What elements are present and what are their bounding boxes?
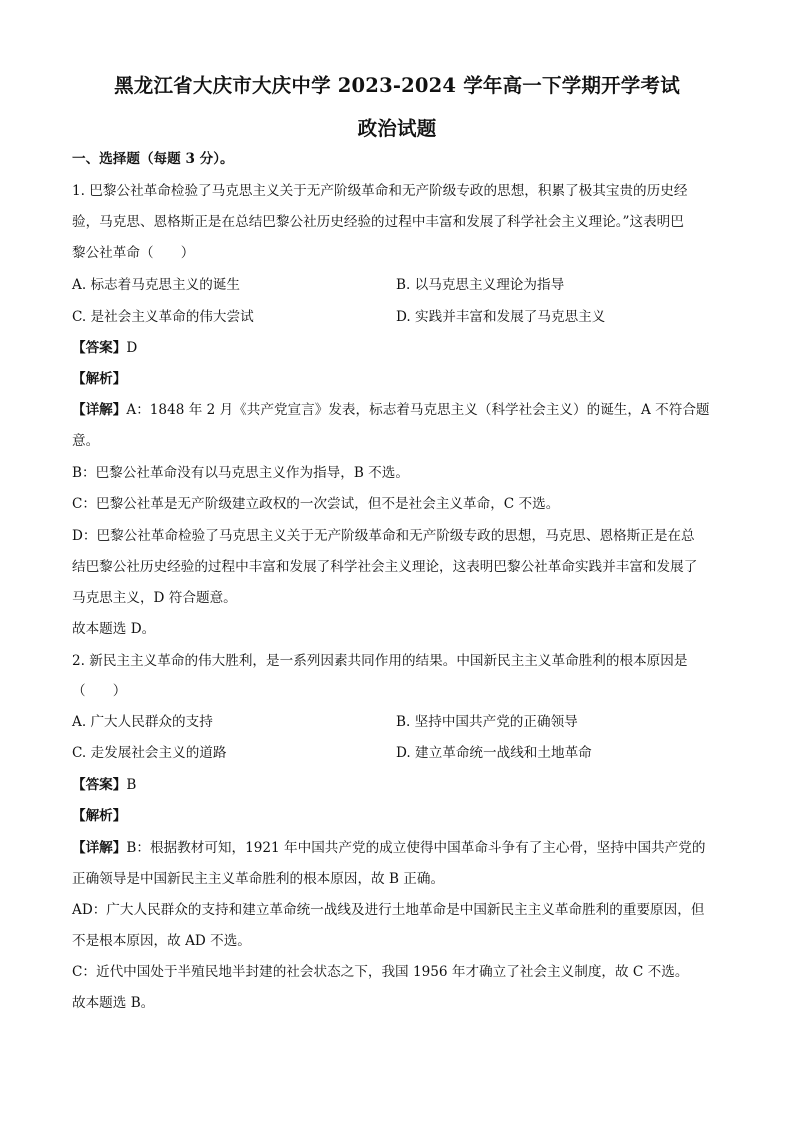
q1-analysis-label: 【解析】 — [72, 371, 127, 387]
q1-option-d: D. 实践并丰富和发展了马克思主义 — [396, 309, 606, 325]
q2-detail-line-3: AD：广大人民群众的支持和建立革命统一战线及进行土地革命是中国新民主主义革命胜利的重要原因，但 — [72, 902, 705, 918]
q2-stem-line-2: （ ） — [72, 683, 127, 699]
q1-detail-line-3: B：巴黎公社革命没有以马克思主义作为指导，B 不选。 — [72, 465, 409, 481]
q1-answer — [72, 338, 722, 358]
q2-detail-label: 【详解】 — [72, 840, 127, 856]
q2-answer — [72, 775, 722, 795]
q1-detail-line-7: 马克思主义，D 符合题意。 — [72, 590, 237, 606]
q1-option-b: B. 以马克思主义理论为指导 — [396, 277, 565, 293]
q1-option-a: A. 标志着马克思主义的诞生 — [72, 277, 240, 293]
q2-answer-value: B — [126, 777, 137, 793]
q2-option-c: C. 走发展社会主义的道路 — [72, 745, 227, 761]
q2-detail-line-1: 【详解】B：根据教材可知，1921 年中国共产党的成立使得中国革命斗争有了主心骨，坚持中国共产党的 — [72, 840, 706, 856]
q1-stem-line-1: 1. 巴黎公社革命检验了马克思主义关于无产阶级革命和无产阶级专政的思想，积累了极其宝贵的历史经 — [72, 183, 688, 199]
q2-detail-line-2: 正确领导是中国新民主主义革命胜利的根本原因，故 B 正确。 — [72, 871, 445, 887]
q1-detail-label: 【详解】 — [72, 402, 127, 418]
q2-analysis-label: 【解析】 — [72, 808, 127, 824]
section-heading: 一、选择题（每题 3 分）。 — [72, 151, 234, 167]
q1-answer-value: D — [126, 340, 138, 356]
q1-option-c: C. 是社会主义革命的伟大尝试 — [72, 309, 254, 325]
q2-option-d: D. 建立革命统一战线和土地革命 — [396, 745, 592, 761]
q2-option-b: B. 坚持中国共产党的正确领导 — [396, 714, 578, 730]
q2-stem-line-1: 2. 新民主主义革命的伟大胜利，是一系列因素共同作用的结果。中国新民主主义革命胜利的根本原因是 — [72, 653, 688, 669]
q2-answer-label: 【答案】 — [72, 777, 127, 793]
subject-title: 政治试题 — [357, 117, 437, 140]
q2-detail-line-4: 不是根本原因，故 AD 不选。 — [72, 933, 251, 949]
q1-detail-line-2: 意。 — [72, 433, 100, 449]
q1-detail-line-4: C：巴黎公社革是无产阶级建立政权的一次尝试，但不是社会主义革命，C 不选。 — [72, 496, 560, 512]
q1-detail-line-6: 结巴黎公社历史经验的过程中丰富和发展了科学社会主义理论，这表明巴黎公社革命实践并丰富和发展了 — [72, 559, 698, 575]
q1-answer-label: 【答案】 — [72, 340, 127, 356]
q2-detail-line-5: C：近代中国处于半殖民地半封建的社会状态之下，我国 1956 年才确立了社会主义制度，故 C 不选。 — [72, 964, 689, 980]
q1-stem-line-3: 黎公社革命（ ） — [72, 245, 195, 261]
q2-option-a: A. 广大人民群众的支持 — [72, 714, 213, 730]
exam-title: 黑龙江省大庆市大庆中学 2023-2024 学年高一下学期开学考试 — [114, 74, 680, 97]
q1-detail-line-8: 故本题选 D。 — [72, 621, 156, 637]
q1-detail-line-5: D：巴黎公社革命检验了马克思主义关于无产阶级革命和无产阶级专政的思想，马克思、恩格斯正是在总 — [72, 528, 695, 544]
q1-stem-line-2: 验，马克思、恩格斯正是在总结巴黎公社历史经验的过程中丰富和发展了科学社会主义理论。”这表明巴 — [72, 214, 684, 230]
q1-detail-line-1: 【详解】A：1848 年 2 月《共产党宣言》发表，标志着马克思主义（科学社会主义）的诞生，A 不符合题 — [72, 402, 710, 418]
q2-detail-line-6: 故本题选 B。 — [72, 995, 155, 1011]
